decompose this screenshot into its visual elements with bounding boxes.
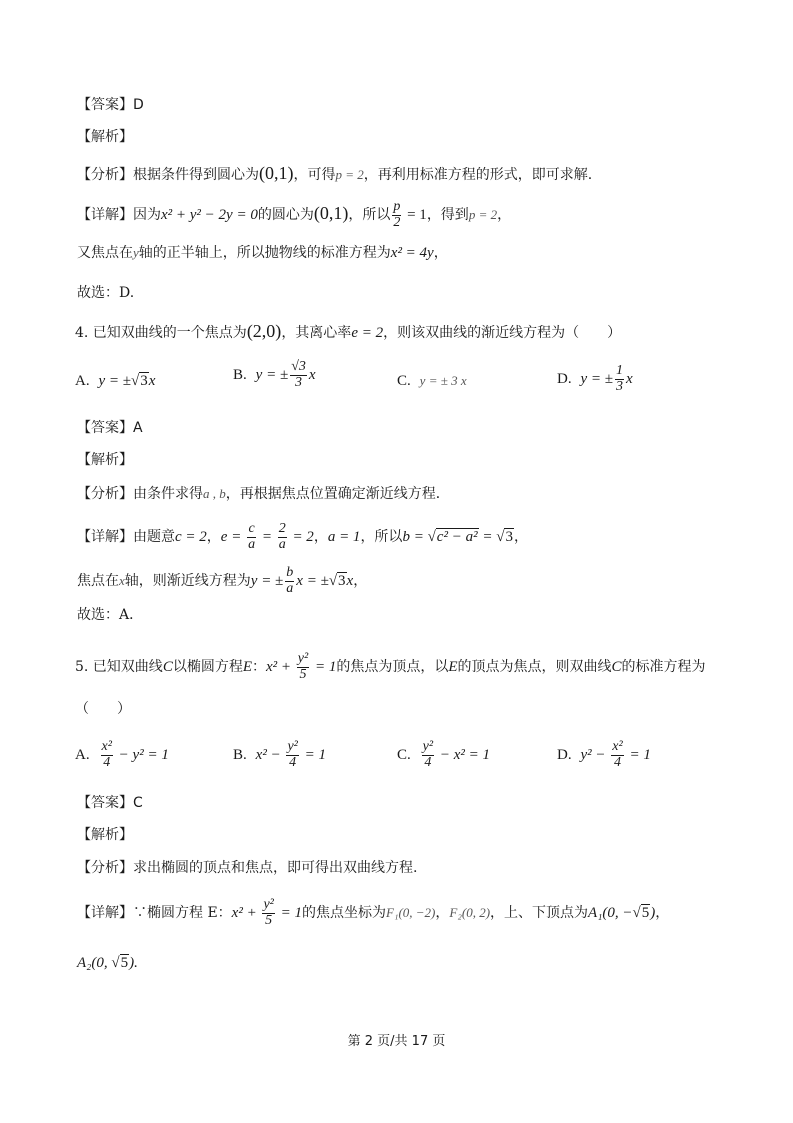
q3-conclusion: 故选：D. xyxy=(77,285,135,301)
p-value: p = 2 xyxy=(335,167,364,182)
q4-line2: 焦点在x轴，则渐近线方程为y = ± $\frac{b}{a}$ x = ±√3x， xyxy=(77,565,368,596)
q5-option-b: B. x² − $\frac{\text{y²}}{4}$ = 1 xyxy=(233,739,326,770)
q4-conclusion: 故选：A． xyxy=(77,607,144,623)
q5-answer-line: 【答案】C xyxy=(77,795,143,811)
q4-answer-line: 【答案】A xyxy=(77,420,143,436)
q4-fenxi-line: 【分析】由条件求得a , b，再根据焦点位置确定渐近线方程． xyxy=(77,486,450,502)
q4-option-b: B. y = ± $\frac{√3}{3}$ x xyxy=(233,359,316,390)
q4-option-c: C. y = ± 3 x xyxy=(397,373,467,389)
q3-xiangjie-line: 【详解】因为x² + y² − 2y = 0的圆心为(0,1)，所以 $\frac{p}{2}$ = 1，得到p = 2， xyxy=(77,199,512,230)
p-over-2-fraction: $\frac{p}{2}$ xyxy=(393,199,401,230)
fenxi-tag: 【分析】 xyxy=(77,167,133,183)
q5-xiangjie-line: 【详解】∵椭圆方程 E：x² + $\frac{\text{y²}}{5}$ = 1的焦点坐标为F₁(0, −2)，F₂(0, 2)，上、下顶点为A₁(0, −√5)， xyxy=(77,897,670,928)
circle-equation: x² + y² − 2y = 0 xyxy=(161,207,258,224)
q5-stem: 5. 已知双曲线C以椭圆方程E：x² + $\frac{\text{y²}}{5}$ = 1的焦点为顶点，以E的顶点为焦点，则双曲线C的标准方程为 xyxy=(75,651,706,682)
q5-paren: （ ） xyxy=(75,701,131,717)
q4-xiangjie-line: 【详解】由题意c = 2，e = $\frac{c}{a}$ = $\frac{2}{a}$ = 2，a = 1，所以b = √c² − a² = √3， xyxy=(77,521,528,552)
page-footer: 第 2 页/共 17 页 xyxy=(347,1034,446,1049)
answer-value: D xyxy=(133,97,144,113)
q5-analysis-tag: 【解析】 xyxy=(77,827,133,843)
q4-stem: 4. 已知双曲线的一个焦点为(2,0)，其离心率e = 2，则该双曲线的渐近线方程为（ ） xyxy=(75,321,622,341)
answer-value: A xyxy=(133,420,143,436)
answer-tag: 【答案】 xyxy=(77,97,133,113)
q3-line2: 又焦点在y轴的正半轴上，所以抛物线的标准方程为x² = 4y， xyxy=(77,245,448,261)
q3-analysis-tag: 【解析】 xyxy=(77,129,133,145)
q5-option-d: D. y² − $\frac{\text{x²}}{4}$ = 1 xyxy=(557,739,651,770)
focus-coord: (2,0) xyxy=(246,321,282,341)
q4-option-d: D. y = ± $\frac{1}{3}$ x xyxy=(557,363,633,394)
q3-answer-line xyxy=(77,98,144,112)
q5-fenxi-line: 【分析】求出椭圆的顶点和焦点，即可得出双曲线方程. xyxy=(77,860,418,876)
answer-value: C xyxy=(133,795,143,811)
eccentricity: e = 2 xyxy=(351,325,384,341)
q4-analysis-tag: 【解析】 xyxy=(77,452,133,468)
q5-line2: A₂(0, √5). xyxy=(77,955,138,971)
q5-option-a: A. $\frac{\text{x²}}{4}$ − y² = 1 xyxy=(75,739,169,770)
q4-option-a: A. y = ±√3x xyxy=(75,373,156,389)
q3-fenxi-line: 【分析】根据条件得到圆心为(0,1)，可得p = 2，再利用标准方程的形式，即可求解. xyxy=(77,163,593,183)
center-coord: (0,1) xyxy=(259,163,294,183)
q5-option-c: C. $\frac{\text{y²}}{4}$ − x² = 1 xyxy=(397,739,490,770)
parabola-equation: x² = 4y xyxy=(390,245,434,261)
xiangjie-tag: 【详解】 xyxy=(77,207,133,224)
